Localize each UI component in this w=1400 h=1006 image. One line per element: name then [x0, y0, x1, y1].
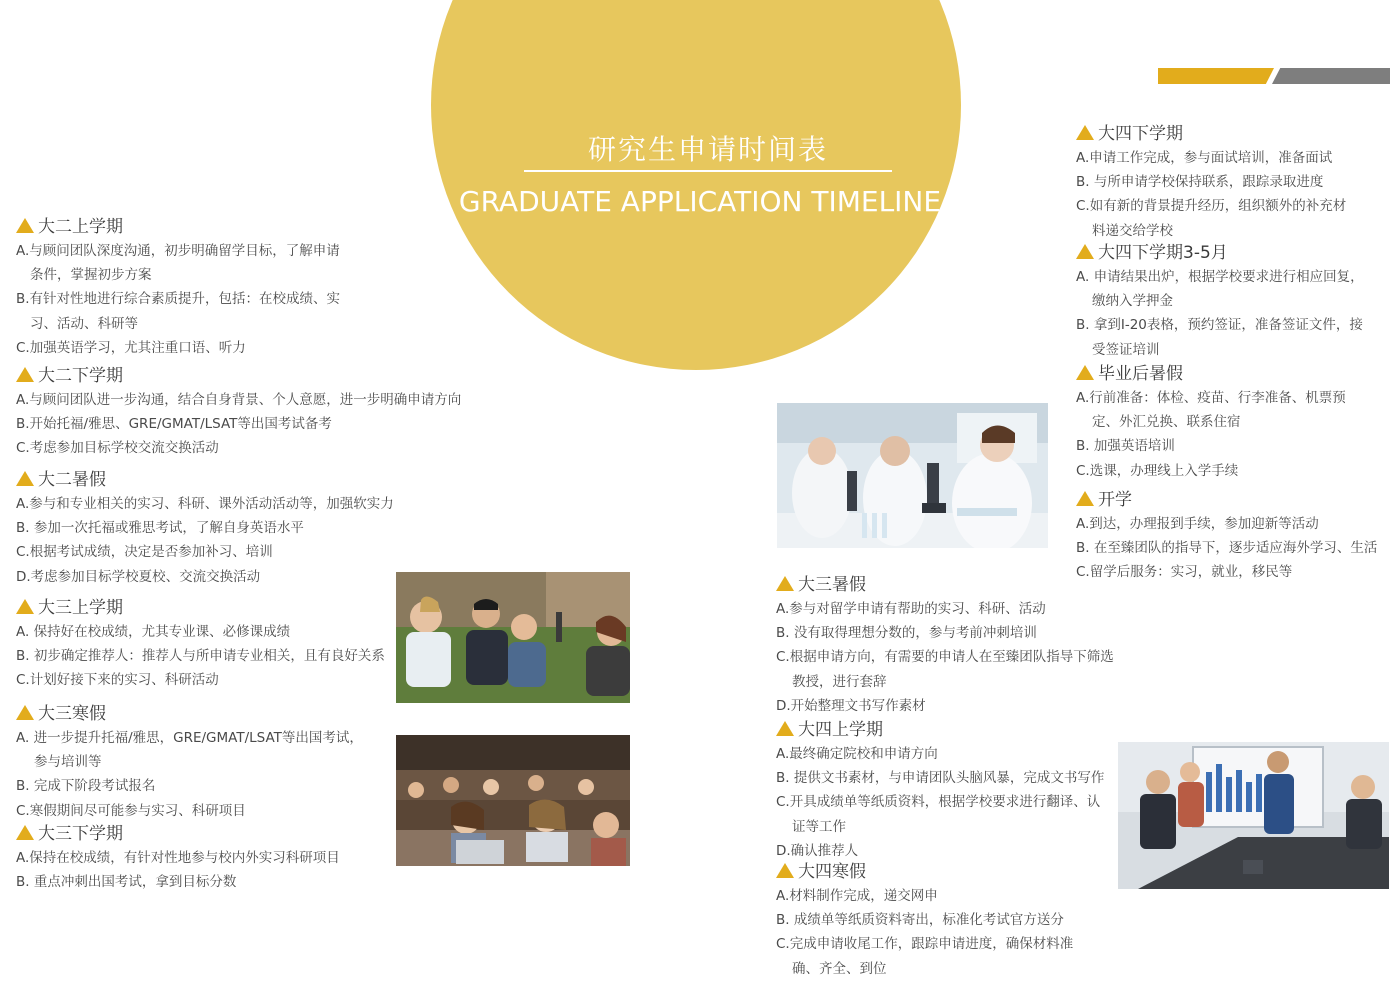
section-line: C.留学后服务：实习，就业，移民等	[1076, 564, 1293, 581]
lawn-photo	[396, 572, 630, 703]
timeline-section	[16, 596, 385, 693]
section-line: B. 没有取得理想分数的，参与考前冲刺培训	[776, 625, 1037, 642]
section-heading-text: 大四下学期	[1098, 124, 1183, 144]
section-heading	[776, 573, 1114, 597]
section-line: C.开具成绩单等纸质资料，根据学校要求进行翻译、认	[776, 794, 1101, 811]
section-line: 缴纳入学押金	[1092, 293, 1173, 310]
triangle-icon	[1076, 125, 1094, 140]
title-divider	[524, 170, 892, 172]
section-line: 受签证培训	[1092, 341, 1160, 358]
section-line: A. 申请结果出炉，根据学校要求进行相应回复，	[1076, 269, 1364, 285]
section-heading	[1076, 122, 1346, 146]
section-heading	[776, 718, 1104, 742]
section-line: C.根据申请方向，有需要的申请人在至臻团队指导下筛选	[776, 649, 1114, 666]
section-line: C.考虑参加目标学校交流交换活动	[16, 440, 219, 457]
section-line: B. 加强英语培训	[1076, 438, 1175, 455]
timeline-section	[776, 573, 1114, 718]
section-heading-text: 大二暑假	[38, 470, 106, 490]
section-line: C.加强英语学习，尤其注重口语、听力	[16, 339, 246, 356]
section-heading	[16, 596, 385, 620]
section-line: A.与顾问团队进一步沟通，结合自身背景、个人意愿，进一步明确申请方向	[16, 392, 462, 408]
lab-photo	[777, 403, 1048, 548]
triangle-icon	[776, 863, 794, 878]
section-line: A.最终确定院校和申请方向	[776, 746, 938, 762]
section-line: 参与培训等	[34, 754, 102, 771]
timeline-section	[16, 822, 340, 894]
timeline-section	[1076, 488, 1377, 585]
section-line: A.参与对留学申请有帮助的实习、科研、活动	[776, 601, 1046, 617]
triangle-icon	[16, 218, 34, 233]
section-line: C.根据考试成绩，决定是否参加补习、培训	[16, 544, 273, 561]
triangle-icon	[16, 367, 34, 382]
section-line: B. 与所申请学校保持联系，跟踪录取进度	[1076, 174, 1324, 191]
section-line: A. 保持好在校成绩，尤其专业课、必修课成绩	[16, 624, 291, 640]
corner-accent-bar-grey	[1272, 68, 1390, 84]
timeline-section	[776, 860, 1073, 981]
section-line: A.保持在校成绩，有针对性地参与校内外实习科研项目	[16, 850, 340, 866]
section-heading-text: 大四上学期	[798, 720, 883, 740]
section-line: A. 进一步提升托福/雅思，GRE/GMAT/LSAT等出国考试，	[16, 730, 363, 746]
meeting-photo	[1118, 742, 1389, 889]
section-line: B. 初步确定推荐人：推荐人与所申请专业相关，且有良好关系	[16, 648, 385, 665]
section-line: 料递交给学校	[1092, 222, 1173, 239]
section-line: B. 参加一次托福或雅思考试，了解自身英语水平	[16, 520, 304, 537]
section-line: 定、外汇兑换、联系住宿	[1092, 414, 1241, 431]
section-heading-text: 开学	[1098, 490, 1132, 510]
timeline-section	[16, 215, 340, 360]
section-line: B. 拿到I-20表格，预约签证，准备签证文件，接	[1076, 317, 1363, 334]
section-heading	[1076, 362, 1346, 386]
section-heading-text: 大二上学期	[38, 217, 123, 237]
section-heading-text: 大三上学期	[38, 598, 123, 618]
section-line: D.考虑参加目标学校夏校、交流交换活动	[16, 568, 261, 585]
section-line: C.选课，办理线上入学手续	[1076, 462, 1239, 479]
page-subtitle: GRADUATE APPLICATION TIMELINE	[458, 185, 942, 218]
triangle-icon	[16, 705, 34, 720]
triangle-icon	[776, 721, 794, 736]
timeline-section	[16, 702, 363, 823]
section-line: B. 完成下阶段考试报名	[16, 778, 156, 795]
triangle-icon	[776, 576, 794, 591]
section-heading	[16, 822, 340, 846]
triangle-icon	[16, 825, 34, 840]
triangle-icon	[1076, 365, 1094, 380]
section-heading	[1076, 488, 1377, 512]
triangle-icon	[16, 599, 34, 614]
section-heading-text: 大四下学期3-5月	[1098, 243, 1228, 263]
section-heading	[1076, 241, 1364, 265]
section-line: D.确认推荐人	[776, 842, 859, 859]
timeline-section	[776, 718, 1104, 863]
corner-accent-bar-yellow	[1158, 68, 1274, 84]
section-heading	[16, 468, 394, 492]
section-line: A.材料制作完成，递交网申	[776, 888, 938, 904]
section-line: B.开始托福/雅思、GRE/GMAT/LSAT等出国考试备考	[16, 416, 332, 433]
section-line: C.计划好接下来的实习、科研活动	[16, 672, 219, 689]
timeline-section	[1076, 122, 1346, 243]
section-line: D.开始整理文书写作素材	[776, 697, 926, 714]
section-heading	[16, 215, 340, 239]
section-heading	[16, 364, 461, 388]
section-line: 教授，进行套辞	[792, 673, 887, 690]
section-line: 条件，掌握初步方案	[30, 267, 152, 284]
section-heading-text: 大二下学期	[38, 366, 123, 386]
section-line: B. 重点冲刺出国考试，拿到目标分数	[16, 874, 237, 891]
section-line: 习、活动、科研等	[30, 315, 138, 332]
triangle-icon	[16, 471, 34, 486]
page-title: 研究生申请时间表	[587, 133, 828, 166]
section-line: C.完成申请收尾工作，跟踪申请进度，确保材料准	[776, 936, 1074, 953]
section-line: A.申请工作完成，参与面试培训，准备面试	[1076, 150, 1333, 166]
section-line: B. 在至臻团队的指导下，逐步适应海外学习、生活	[1076, 540, 1378, 557]
timeline-section	[1076, 241, 1364, 362]
section-heading-text: 大三暑假	[798, 575, 866, 595]
triangle-icon	[1076, 491, 1094, 506]
section-line: 确、齐全、到位	[792, 960, 887, 977]
section-line: A.行前准备：体检、疫苗、行李准备、机票预	[1076, 390, 1346, 406]
section-line: A.参与和专业相关的实习、科研、课外活动活动等，加强软实力	[16, 496, 394, 512]
timeline-section	[16, 364, 461, 461]
section-line: B.有针对性地进行综合素质提升，包括：在校成绩、实	[16, 291, 341, 308]
section-heading-text: 大三下学期	[38, 824, 123, 844]
section-line: A.与顾问团队深度沟通，初步明确留学目标，了解申请	[16, 243, 340, 259]
section-heading-text: 毕业后暑假	[1098, 364, 1183, 384]
triangle-icon	[1076, 244, 1094, 259]
section-heading	[776, 860, 1073, 884]
section-line: C.如有新的背景提升经历，组织额外的补充材	[1076, 198, 1347, 215]
library-photo	[396, 735, 630, 866]
section-heading	[16, 702, 363, 726]
timeline-section	[16, 468, 394, 589]
section-heading-text: 大四寒假	[798, 862, 866, 882]
section-line: B. 成绩单等纸质资料寄出，标准化考试官方送分	[776, 912, 1064, 929]
section-line: 证等工作	[792, 818, 846, 835]
section-line: A.到达，办理报到手续，参加迎新等活动	[1076, 516, 1319, 532]
section-line: B. 提供文书素材，与申请团队头脑风暴，完成文书写作	[776, 770, 1105, 787]
section-line: C.寒假期间尽可能参与实习、科研项目	[16, 802, 246, 819]
timeline-section	[1076, 362, 1346, 483]
section-heading-text: 大三寒假	[38, 704, 106, 724]
